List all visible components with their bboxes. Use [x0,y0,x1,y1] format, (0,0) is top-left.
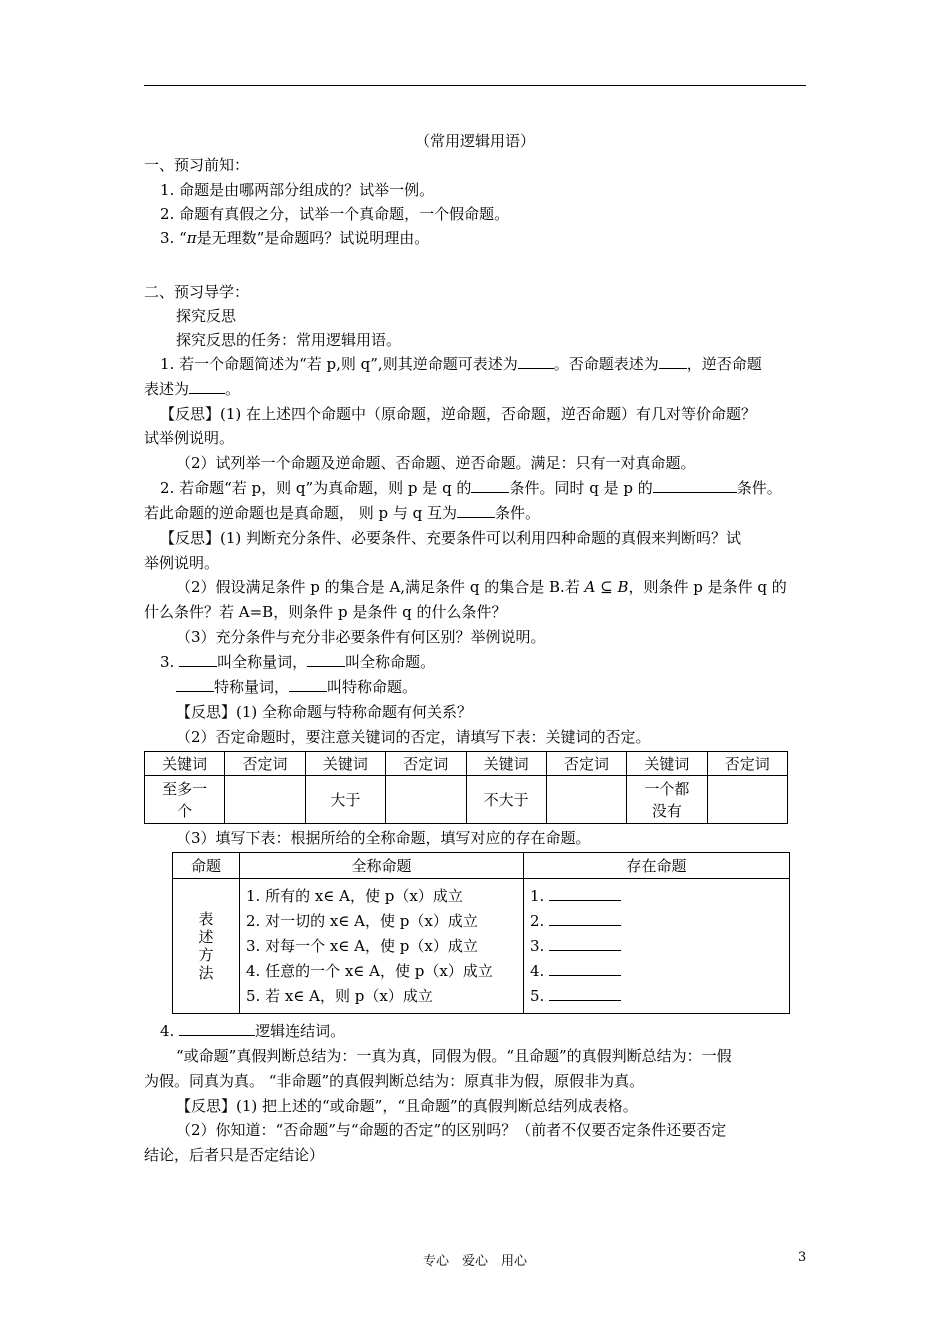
list-item: 5. [530,984,789,1009]
problem-3: 3. 叫全称量词， 叫全称命题。 [160,653,436,671]
table-header-cell: 否定词 [225,752,305,776]
reflection-4: 【反思】(1) 把上述的“或命题”，“且命题”的真假判断总结列成表格。 [176,1097,638,1115]
list-item: 2. 对一切的 x∈ A，使 p（x）成立 [246,911,478,930]
answer-blank[interactable] [189,379,225,394]
negation-input-cell[interactable] [386,776,466,824]
or-and-summary-cont: 为假。同真为真。 “非命题”的真假判断总结为：原真非为假，原假非为真。 [144,1072,645,1090]
answer-blank[interactable] [549,936,621,951]
reflection-2-q2-cont: 什么条件？若 A=B，则条件 p 是条件 q 的什么条件？ [144,603,507,621]
answer-blank[interactable] [179,652,217,667]
table-header-cell: 关键词 [466,752,546,776]
table-header-cell: 否定词 [386,752,466,776]
table-header-cell: 关键词 [627,752,707,776]
reflection-2-q3: （3）充分条件与充分非必要条件有何区别？举例说明。 [176,628,546,646]
reflection-1-q2: （2）试列举一个命题及逆命题、否命题、逆否命题。满足：只有一对真命题。 [176,454,696,472]
list-item: 3. 对每一个 x∈ A，使 p（x）成立 [246,936,478,955]
list-item: 2. [530,909,789,934]
negation-input-cell[interactable] [546,776,626,824]
page-number: 3 [798,1250,807,1265]
list-item: 3. [530,934,789,959]
reflection-3-q2: （2）否定命题时，要注意关键词的否定，请填写下表：关键词的否定。 [176,728,651,746]
section-2-heading: 二、预习导学： [144,283,250,301]
list-item: 1. 所有的 x∈ A，使 p（x）成立 [246,886,463,905]
list-item: 1. [530,884,789,909]
answer-blank[interactable] [659,354,687,369]
preview-q3: 3. “π是无理数”是命题吗？试说明理由。 [160,229,430,247]
reflection-2-q2: （2）假设满足条件 p 的集合是 A,满足条件 q 的集合是 B.若 A ⊆ B，则条件 p 是条件 q 的 [176,578,787,596]
problem-4: 4. 逻辑连结词。 [160,1022,346,1040]
problem-2-cont: 若此命题的逆命题也是真命题， 则 p 与 q 互为 条件。 [144,504,541,522]
keyword-cell: 大于 [305,776,385,824]
list-item: 5. 若 x∈ A，则 p（x）成立 [246,986,433,1005]
reflection-4-q2: （2）你知道：“否命题”与“命题的否定”的区别吗？（前者不仅要否定条件还要否定 [176,1121,727,1139]
answer-blank[interactable] [549,911,621,926]
problem-1: 1. 若一个命题简述为“若 p,则 q”,则其逆命题可表述为 。否命题表述为 ，逆否命题 [160,355,762,373]
or-and-summary: “或命题”真假判断总结为：一真为真，同假为假。“且命题”的真假判断总结为：一假 [176,1047,732,1065]
negation-input-cell[interactable] [707,776,787,824]
answer-blank[interactable] [457,503,495,518]
answer-blank[interactable] [549,961,621,976]
universal-existential-table [172,852,790,1014]
reflection-2: 【反思】(1) 判断充分条件、必要条件、充要条件可以利用四种命题的真假来判断吗？试 [160,529,742,547]
table-header-cell: 命题 [173,853,240,879]
reflection-4-q2-cont: 结论，后者只是否定结论） [144,1146,325,1164]
explore-label: 探究反思 [176,307,237,325]
answer-blank[interactable] [518,354,554,369]
table-header-cell: 否定词 [707,752,787,776]
preview-q1: 1. 命题是由哪两部分组成的？试举一例。 [160,181,435,199]
page-footer: 专心 爱心 用心 [422,1254,527,1269]
reflection-2-cont: 举例说明。 [144,554,220,572]
universal-statements [240,879,524,1014]
problem-2: 2. 若命题“若 p，则 q”为真命题，则 p 是 q 的 条件。同时 q 是 p 的 条件。 [160,479,782,497]
preview-q2: 2. 命题有真假之分，试举一个真命题，一个假命题。 [160,205,510,223]
list-item: 4. 任意的一个 x∈ A，使 p（x）成立 [246,961,493,980]
table-header-cell: 关键词 [145,752,225,776]
keyword-negation-table [144,751,788,824]
reflection-3: 【反思】(1) 全称命题与特称命题有何关系？ [176,703,473,721]
row-label: 表 述 方 法 [173,879,240,1014]
answer-blank[interactable] [307,652,345,667]
negation-input-cell[interactable] [225,776,305,824]
reflection-1-cont: 试举例说明。 [144,429,235,447]
keyword-cell: 至多一 个 [145,776,225,824]
table-header-cell: 关键词 [305,752,385,776]
existential-statements [524,879,790,1014]
explore-task: 探究反思的任务：常用逻辑用语。 [176,331,402,349]
answer-blank[interactable] [289,677,327,692]
answer-blank[interactable] [176,677,214,692]
section-1-heading: 一、预习前知： [144,156,250,174]
reflection-1: 【反思】(1) 在上述四个命题中（原命题，逆命题，否命题，逆否命题）有几对等价命题？ [160,405,757,423]
keyword-cell: 一个都 没有 [627,776,707,824]
problem-3-cont: 特称量词， 叫特称命题。 [176,677,417,697]
table-header-cell: 全称命题 [240,853,524,879]
keyword-cell: 不大于 [466,776,546,824]
answer-blank[interactable] [471,478,509,493]
header-rule [144,85,806,86]
answer-blank[interactable] [179,1021,255,1036]
table-header-cell: 否定词 [546,752,626,776]
answer-blank[interactable] [549,986,621,1001]
list-item: 4. [530,959,789,984]
answer-blank[interactable] [653,478,737,493]
answer-blank[interactable] [549,886,621,901]
problem-1-cont: 表述为 。 [144,380,241,398]
reflection-3-q3: （3）填写下表：根据所给的全称命题，填写对应的存在命题。 [176,829,591,847]
page-title: （常用逻辑用语） [414,132,535,150]
table-header-cell: 存在命题 [524,853,790,879]
